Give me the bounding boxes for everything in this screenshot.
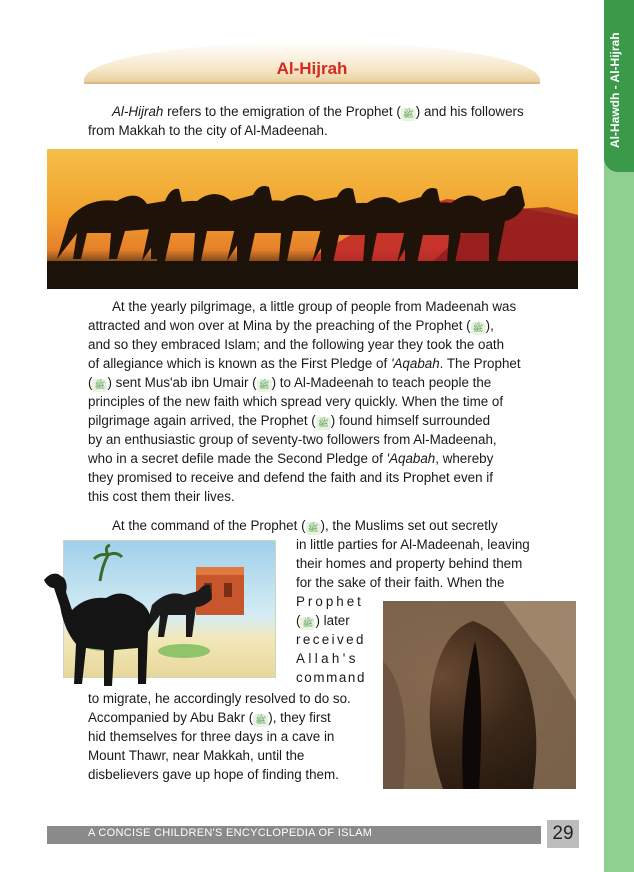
intro-line-2: from Makkah to the city of Al-Madeenah. — [88, 123, 328, 138]
para2-line: by an enthusiastic group of seventy-two followers from Al-Madeenah, — [88, 432, 497, 447]
para3-line: Accompanied by Abu Bakr ( ﷺ ), they first — [88, 710, 331, 725]
pbuh-icon: ﷺ — [401, 108, 416, 121]
para3-line: disbelievers gave up hope of finding them. — [88, 767, 339, 782]
para3-line: to migrate, he accordingly resolved to do so. — [88, 691, 351, 706]
para3-line: At the command of the Prophet ( ﷺ ), the Muslims set out secretly — [112, 518, 498, 533]
foreground-camel — [42, 566, 162, 690]
intro-term: Al-Hijrah — [112, 104, 164, 119]
pbuh-icon: ﷺ — [300, 617, 315, 630]
para3-line: received — [296, 632, 366, 647]
page-number: 29 — [552, 823, 574, 844]
para3-line: in little parties for Al-Madeenah, leaving — [296, 537, 530, 552]
para2-line: pilgrimage again arrived, the Prophet ( ﷺ ) found himself surrounded — [88, 413, 491, 428]
para3-line: command — [296, 670, 366, 685]
para3-line: Allah's — [296, 651, 359, 666]
book-title-footer: A CONCISE CHILDREN'S ENCYCLOPEDIA OF ISLAM — [88, 827, 373, 839]
ra-icon: ﷺ — [257, 379, 272, 392]
para3-line: Mount Thawr, near Makkah, until the — [88, 748, 305, 763]
pbuh-icon: ﷺ — [471, 322, 486, 335]
para3-line: hid themselves for three days in a cave in — [88, 729, 335, 744]
para3-line: their homes and property behind them — [296, 556, 523, 571]
pbuh-icon: ﷺ — [306, 522, 321, 535]
para3-line: for the sake of their faith. When the — [296, 575, 505, 590]
para2-line: principles of the new faith which spread very quickly. When the time of — [88, 394, 504, 409]
cave-drawing — [383, 601, 576, 789]
intro-paragraph: Al-Hijrah refers to the emigration of the Prophet ( ﷺ ) and his followers — [112, 104, 524, 119]
caravan-silhouette — [47, 149, 578, 289]
ra-icon: ﷺ — [253, 714, 268, 727]
pbuh-icon: ﷺ — [316, 417, 331, 430]
para2-line: who in a secret defile made the Second Pledge of 'Aqabah, whereby — [88, 451, 494, 466]
para2-line: attracted and won over at Mina by the preaching of the Prophet ( ﷺ ), — [88, 318, 494, 333]
para2-line: At the yearly pilgrimage, a little group of people from Madeenah was — [112, 299, 517, 314]
cave-thawr-photo — [383, 601, 576, 789]
para3-line: Prophet — [296, 594, 364, 609]
para2-line: and so they embraced Islam; and the following year they took the oath — [88, 337, 505, 352]
para2-line: ( ﷺ ) sent Mus'ab ibn Umair ( ﷺ ) to Al-Madeenah to teach people the — [88, 375, 492, 390]
para2-line: this cost them their lives. — [88, 489, 235, 504]
para3-line: ( ﷺ ) later — [296, 613, 350, 628]
camel-caravan-image — [47, 149, 578, 289]
page-title: Al-Hijrah — [276, 59, 348, 78]
para2-line: of allegiance which is known as the First Pledge of 'Aqabah. The Prophet — [88, 356, 521, 371]
chapter-tab-label: Al-Hawdh - Al-Hijrah — [608, 32, 622, 148]
pbuh-icon: ﷺ — [92, 379, 107, 392]
para2-line: they promised to receive and defend the faith and its Prophet even if — [88, 470, 493, 485]
